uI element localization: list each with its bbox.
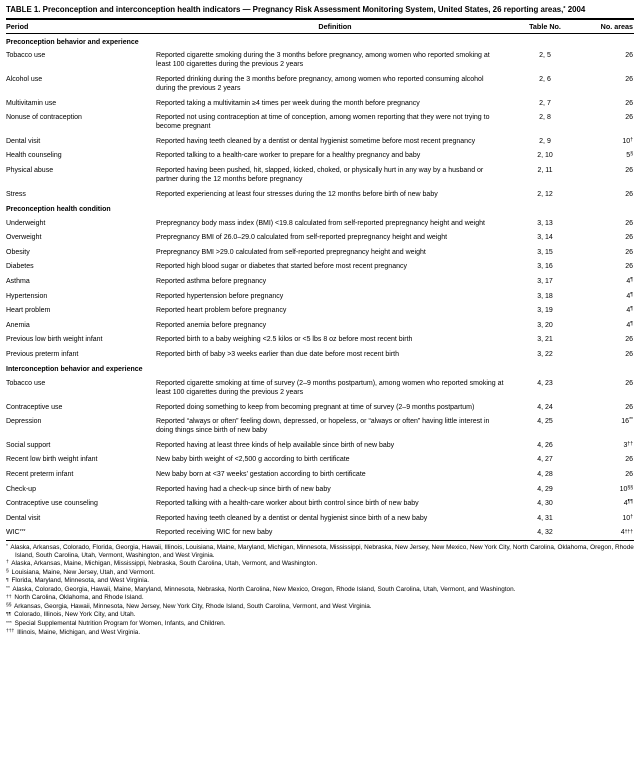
footnote-marker: †††	[624, 528, 633, 535]
footnote-marker: ††	[6, 593, 12, 600]
indicator-no-areas: 26	[625, 114, 633, 122]
column-header-definition: Definition	[156, 19, 514, 34]
footnote-marker: *	[6, 543, 8, 550]
footnote-marker: §	[630, 151, 633, 158]
indicator-period: WIC***	[6, 526, 156, 541]
table-row	[6, 376, 634, 400]
indicator-period: Contraceptive use	[6, 403, 63, 411]
footnote-text: Florida, Maryland, Minnesota, and West Virginia.	[9, 577, 150, 585]
footnote	[6, 544, 634, 560]
section-header: Preconception health condition	[6, 205, 111, 213]
indicator-no-areas: 26	[625, 456, 633, 464]
mmwr-table-page	[6, 5, 634, 637]
indicator-definition: Reported taking a multivitamin ≥4 times per week during the month before pregnancy	[156, 99, 420, 107]
footnote-marker: ¶	[630, 306, 633, 313]
indicator-definition: Reported having teeth cleaned by a dentist or dental hygienist since birth of a new baby	[156, 514, 428, 522]
indicator-table-no: 3, 17	[537, 278, 553, 286]
footnote-text: Colorado, Illinois, New York City, and Utah.	[12, 611, 136, 619]
indicator-no-areas: 26	[625, 166, 633, 174]
indicator-period: Tobacco use	[6, 52, 46, 60]
table-body	[6, 34, 634, 541]
table-row	[6, 496, 634, 511]
indicator-period: Previous low birth weight infant	[6, 336, 103, 344]
indicator-no-areas: 3††	[623, 440, 633, 449]
indicator-table-no: 3, 18	[537, 292, 553, 300]
footnote-text: Arkansas, Georgia, Hawaii, Minnesota, New Jersey, New York City, Rhode Island, South Carolina, Vermont, and West Virginia.	[12, 602, 372, 610]
footnote-marker: ¶	[630, 277, 633, 284]
indicator-definition: Reported experiencing at least four stresses during the 12 months before birth of new baby	[156, 190, 438, 198]
footnote-marker: ¶	[630, 291, 633, 298]
indicator-table-no: 3, 14	[537, 234, 553, 242]
indicator-table-no: 2, 10	[537, 152, 553, 160]
table-row	[6, 414, 634, 438]
table-row	[6, 134, 634, 149]
indicator-no-areas: 16**	[621, 417, 633, 426]
footnote-marker: †	[630, 513, 633, 520]
footnote-marker: §	[6, 568, 9, 575]
indicator-table-no: 4, 31	[537, 514, 553, 522]
footnote-marker: ¶¶	[627, 499, 633, 506]
footnote-marker: †	[6, 559, 9, 566]
indicator-period: Physical abuse	[6, 166, 54, 174]
indicator-table-no: 4, 30	[537, 500, 553, 508]
indicator-no-areas: 26	[625, 234, 633, 242]
indicator-period: Recent preterm infant	[6, 471, 74, 479]
footnote	[6, 594, 634, 603]
indicator-definition: Prepregnancy BMI >29.0 calculated from self-reported prepregnancy height and weight	[156, 248, 426, 256]
indicator-no-areas: 26	[625, 248, 633, 256]
indicator-no-areas: 10†	[622, 513, 633, 522]
table-row	[6, 482, 634, 497]
table-row	[6, 96, 634, 111]
table-row	[6, 149, 634, 164]
indicator-no-areas: 4¶	[626, 277, 633, 286]
indicator-definition: Reported drinking during the 3 months before pregnancy, among women who reported consuming alcohol during the previous 2 years	[156, 75, 484, 92]
footnote	[6, 577, 634, 586]
section-header: Preconception behavior and experience	[6, 38, 139, 46]
indicator-no-areas: 26	[625, 263, 633, 271]
footnote	[6, 611, 634, 620]
footnote-text: Alaska, Colorado, Georgia, Hawaii, Maine, Maryland, Minnesota, Nebraska, North Carolina, New Mexico, Oregon, Rhode Island, South Carolina, Utah, Vermont, and Washington.	[10, 585, 516, 593]
footnote	[6, 629, 634, 638]
indicator-no-areas: 26	[625, 471, 633, 479]
indicator-no-areas: 4¶¶	[623, 499, 633, 508]
indicator-no-areas: 26	[625, 403, 633, 411]
footnote-marker: §§	[627, 484, 633, 491]
indicator-no-areas: 26	[625, 336, 633, 344]
table-row	[6, 467, 634, 482]
indicator-definition: Reported having teeth cleaned by a dentist or dental hygienist sometime before most recent pregnancy	[156, 137, 476, 145]
column-header-period: Period	[6, 19, 156, 34]
indicator-no-areas: 26	[625, 190, 633, 198]
indicator-no-areas: 4¶	[626, 320, 633, 329]
indicator-table-no: 2, 11	[537, 166, 553, 174]
indicator-definition: Reported having been pushed, hit, slapped, kicked, choked, or physically hurt in any way by a husband or partner during the 12 months before pregnancy	[156, 166, 484, 183]
indicator-table-no: 3, 19	[537, 307, 553, 315]
indicator-no-areas: 26	[625, 75, 633, 83]
indicator-definition: Reported cigarette smoking at time of survey (2–9 months postpartum), among women who reported smoking at least 100 cigarettes during the previous 2 years	[156, 380, 504, 397]
indicator-table-no: 2, 5	[539, 52, 551, 60]
indicator-definition: Reported asthma before pregnancy	[156, 278, 267, 286]
indicator-definition: Reported high blood sugar or diabetes that started before most recent pregnancy	[156, 263, 407, 271]
footnote-marker: §§	[6, 602, 12, 609]
indicator-definition: Reported anemia before pregnancy	[156, 321, 267, 329]
indicator-table-no: 4, 28	[537, 471, 553, 479]
table-row	[6, 230, 634, 245]
indicator-period: Contraceptive use counseling	[6, 500, 98, 508]
indicator-definition: Reported talking with a health-care worker about birth control since birth of new baby	[156, 500, 419, 508]
indicator-no-areas: 5§	[626, 151, 633, 160]
indicator-period: Tobacco use	[6, 380, 46, 388]
footnote-marker: **	[629, 417, 633, 424]
indicator-period: Nonuse of contraception	[6, 114, 82, 122]
indicator-period: Social support	[6, 441, 51, 449]
table-title-footnote-marker: *	[563, 5, 566, 12]
footnote-text: Illinois, Maine, Michigan, and West Virginia.	[15, 628, 141, 636]
indicator-table-no: 4, 25	[537, 418, 553, 426]
footnote	[6, 586, 634, 595]
indicator-period: Depression	[6, 418, 42, 426]
table-row	[6, 216, 634, 231]
table-title-year: 2004	[565, 5, 586, 14]
column-header-row	[6, 19, 634, 34]
indicator-period: Stress	[6, 190, 26, 198]
indicator-table-no: 3, 21	[537, 336, 553, 344]
footnote-text: Alaska, Arkansas, Colorado, Florida, Georgia, Hawaii, Illinois, Louisiana, Maine, Maryland, Michigan, Minnesota, Mississippi, Nebraska, New Jersey, New Mexico, New York City, North Carolina, Oklahoma, Oregon, Rhode Island, South Carolina, Utah, Vermont, Washington, and West Virginia.	[8, 543, 634, 560]
table-row	[6, 49, 634, 73]
table-row	[6, 163, 634, 187]
footnote	[6, 560, 634, 569]
table-row	[6, 303, 634, 318]
indicator-no-areas: 4†††	[576, 526, 634, 541]
section-header-row	[6, 201, 634, 216]
indicator-period: Dental visit	[6, 514, 41, 522]
indicator-no-areas: 26	[625, 219, 633, 227]
column-header-table-no: Table No.	[514, 19, 576, 34]
indicator-period: Dental visit	[6, 137, 41, 145]
indicator-table-no: 2, 9	[539, 137, 551, 145]
indicator-table-no: 2, 8	[539, 114, 551, 122]
indicator-period: Check-up	[6, 485, 36, 493]
footnote	[6, 569, 634, 578]
table-title-text: TABLE 1. Preconception and interconception health indicators — Pregnancy Risk Assessment Monitoring System, United States, 26 reporting areas,	[6, 5, 564, 14]
indicator-period: Overweight	[6, 234, 42, 242]
indicator-period: Anemia	[6, 321, 30, 329]
table-row	[6, 333, 634, 348]
footnote-text: Louisiana, Maine, New Jersey, Utah, and Vermont.	[9, 568, 155, 576]
footnote-marker: †	[630, 136, 633, 143]
indicator-table-no: 3, 16	[537, 263, 553, 271]
indicator-period: Recent low birth weight infant	[6, 456, 98, 464]
indicator-table-no: 4, 24	[537, 403, 553, 411]
footnote-text: Special Supplemental Nutrition Program for Women, Infants, and Children.	[12, 620, 226, 628]
indicator-no-areas: 10†	[622, 136, 633, 145]
footnote-marker: ††	[627, 440, 633, 447]
table-row	[6, 245, 634, 260]
table-row	[6, 318, 634, 333]
indicator-table-no: 2, 12	[537, 190, 553, 198]
indicator-table-no: 3, 22	[537, 350, 553, 358]
indicator-period: Health counseling	[6, 152, 62, 160]
indicator-no-areas: 26	[625, 52, 633, 60]
indicator-table-no: 4, 27	[537, 456, 553, 464]
table-row	[6, 72, 634, 96]
indicator-definition: Reported heart problem before pregnancy	[156, 307, 287, 315]
indicator-period: Obesity	[6, 248, 30, 256]
indicator-period: Previous preterm infant	[6, 350, 79, 358]
table-row	[6, 526, 634, 541]
section-header: Interconception behavior and experience	[6, 366, 143, 374]
indicator-period: Underweight	[6, 219, 46, 227]
footnote-text: Alaska, Arkansas, Maine, Michigan, Mississippi, Nebraska, South Carolina, Utah, Vermont, and Washington.	[9, 559, 318, 567]
indicator-table-no: 4, 23	[537, 380, 553, 388]
footnote	[6, 620, 634, 629]
indicator-definition: Prepregnancy body mass index (BMI) <19.8 calculated from self-reported prepregnancy height and weight	[156, 219, 485, 227]
indicator-period: Heart problem	[6, 307, 51, 315]
footnote	[6, 603, 634, 612]
indicator-no-areas: 26	[625, 350, 633, 358]
footnote-marker: **	[6, 585, 10, 592]
indicator-definition: Reported “always or often” feeling down, depressed, or hopeless, or “always or often” having little interest in doing things since birth of new baby	[156, 418, 490, 435]
table-row	[6, 187, 634, 202]
footnote-marker: †††	[6, 628, 15, 635]
table-row	[6, 511, 634, 526]
indicator-table-no: 2, 7	[539, 99, 551, 107]
indicator-table-no: 4, 29	[537, 485, 553, 493]
footnote-marker: ¶	[630, 320, 633, 327]
table-title	[6, 5, 634, 15]
table-row	[6, 400, 634, 415]
table-row	[6, 289, 634, 304]
indicator-definition: Reported receiving WIC for new baby	[156, 526, 514, 541]
table-row	[6, 453, 634, 468]
indicator-no-areas: 26	[625, 99, 633, 107]
indicator-definition: Reported hypertension before pregnancy	[156, 292, 284, 300]
indicator-period: Hypertension	[6, 292, 48, 300]
footnote-marker: ***	[19, 528, 26, 535]
indicator-definition: Reported talking to a health-care worker to prepare for a healthy pregnancy and baby	[156, 152, 421, 160]
indicator-period: Alcohol use	[6, 75, 43, 83]
table-row	[6, 274, 634, 289]
indicators-table	[6, 18, 634, 542]
indicator-no-areas: 4¶	[626, 291, 633, 300]
footnote-marker: ***	[6, 619, 12, 626]
indicator-table-no: 3, 20	[537, 321, 553, 329]
indicator-definition: Reported having had a check-up since birth of new baby	[156, 485, 331, 493]
indicator-period: Asthma	[6, 278, 30, 286]
indicator-table-no: 3, 13	[537, 219, 553, 227]
table-row	[6, 110, 634, 134]
footnotes	[6, 544, 634, 638]
footnote-marker: ¶¶	[6, 610, 12, 617]
indicator-definition: New baby birth weight of <2,500 g according to birth certificate	[156, 456, 350, 464]
section-header-row	[6, 362, 634, 377]
indicator-definition: Reported not using contraception at time of conception, among women reporting that they were not trying to become pregnant	[156, 114, 490, 131]
indicator-definition: Reported birth of baby >3 weeks earlier than due date before most recent birth	[156, 350, 400, 358]
indicator-definition: New baby born at <37 weeks’ gestation according to birth certificate	[156, 471, 366, 479]
table-row	[6, 347, 634, 362]
indicator-table-no: 4, 26	[537, 441, 553, 449]
indicator-no-areas: 4¶	[626, 306, 633, 315]
indicator-definition: Reported doing something to keep from becoming pregnant at time of survey (2–9 months postpartum)	[156, 403, 475, 411]
indicator-table-no: 2, 6	[539, 75, 551, 83]
indicator-no-areas: 10§§	[619, 484, 633, 493]
indicator-definition: Reported cigarette smoking during the 3 months before pregnancy, among women who reported smoking at least 100 cigarettes during the previous 2 years	[156, 52, 490, 69]
footnote-marker: ¶	[6, 576, 9, 583]
indicator-definition: Reported having at least three kinds of help available since birth of new baby	[156, 441, 395, 449]
indicator-period: Multivitamin use	[6, 99, 57, 107]
indicator-period: Diabetes	[6, 263, 34, 271]
table-row	[6, 260, 634, 275]
column-header-no-areas: No. areas	[576, 19, 634, 34]
indicator-definition: Prepregnancy BMI of 26.0–29.0 calculated from self-reported prepregnancy height and weight	[156, 234, 448, 242]
table-row	[6, 438, 634, 453]
indicator-definition: Reported birth to a baby weighing <2.5 kilos or <5 lbs 8 oz before most recent birth	[156, 336, 413, 344]
section-header-row	[6, 34, 634, 49]
footnote-text: North Carolina, Oklahoma, and Rhode Island.	[12, 594, 144, 602]
indicator-table-no: 3, 15	[537, 248, 553, 256]
indicator-table-no: 4, 32	[514, 526, 576, 541]
indicator-no-areas: 26	[625, 380, 633, 388]
